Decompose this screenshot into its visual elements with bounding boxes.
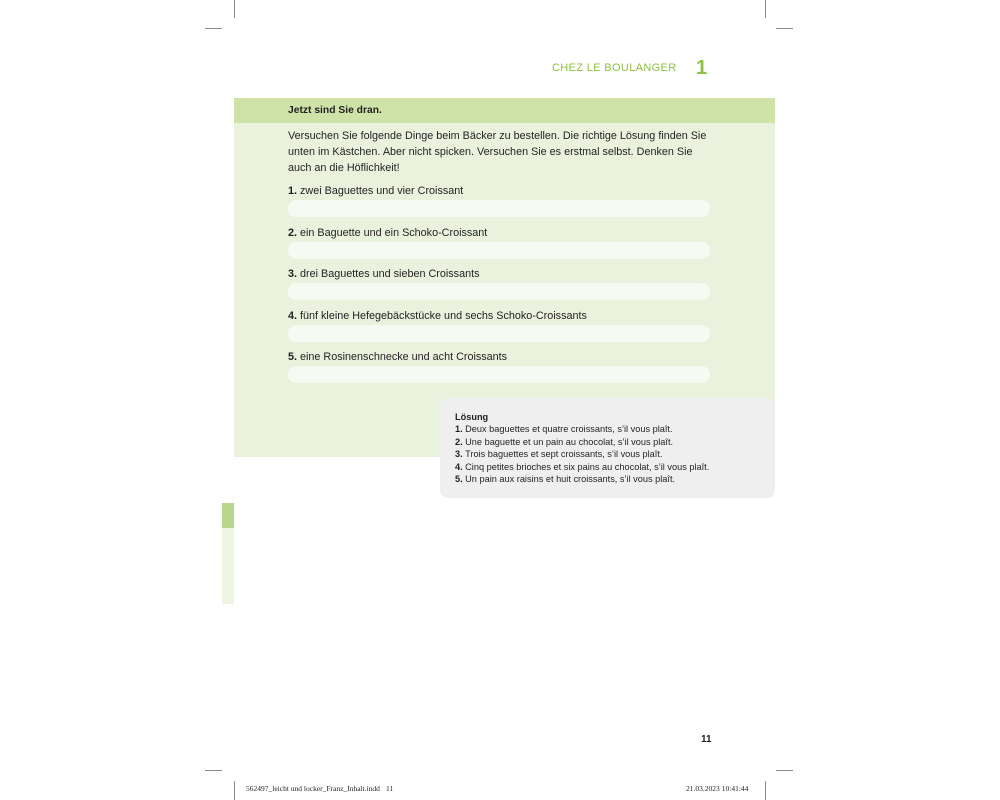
- chapter-tab-marker: [222, 503, 234, 528]
- page-number: 11: [701, 734, 712, 745]
- solution-title: Lösung: [455, 411, 489, 422]
- solution-number: 2.: [455, 436, 463, 447]
- item-text: ein Baguette und ein Schoko-Croissant: [300, 226, 488, 239]
- slug-page: 11: [385, 784, 394, 793]
- crop-mark-bottom-right-horizontal: [776, 770, 793, 771]
- exercise-items: [288, 184, 775, 392]
- answer-field[interactable]: [288, 366, 710, 383]
- answer-field[interactable]: [288, 200, 710, 217]
- solution-text: Deux baguettes et quatre croissants, s’il vous plaît.: [465, 424, 673, 434]
- exercise-item: [288, 309, 775, 351]
- item-prompt: [288, 350, 775, 364]
- item-text: fünf kleine Hefegebäckstücke und sechs Schoko-Croissants: [300, 309, 587, 322]
- crop-mark-top-right-horizontal: [776, 28, 793, 29]
- solution-number: 5.: [455, 474, 463, 484]
- exercise-title: Jetzt sind Sie dran.: [288, 105, 382, 116]
- item-number: 5.: [288, 351, 298, 363]
- slug-time: 10:41:44: [721, 784, 749, 793]
- instruction-line: auch an die Höflichkeit!: [288, 162, 400, 174]
- solution-line: [455, 461, 775, 474]
- solution-line: [455, 436, 775, 449]
- solution-text: Une baguette et un pain au chocolat, s’il vous plaît.: [465, 436, 674, 447]
- item-number: 1.: [288, 185, 298, 197]
- item-text: zwei Baguettes und vier Croissant: [300, 185, 464, 197]
- chapter-title: CHEZ LE BOULANGER: [552, 62, 677, 74]
- slug-timestamp: [686, 784, 748, 794]
- crop-mark-bottom-right-vertical: [765, 781, 766, 800]
- crop-mark-top-right-vertical: [765, 0, 766, 18]
- exercise-item: [288, 226, 775, 268]
- item-prompt: [288, 309, 775, 323]
- solution-line: [455, 423, 775, 436]
- solution-text: Trois baguettes et sept croissants, s’il vous plaît.: [465, 449, 663, 459]
- instruction-line: Versuchen Sie folgende Dinge beim Bäcker zu bestellen. Die richtige Lösung finden Sie: [288, 130, 707, 142]
- exercise-item: [288, 350, 775, 392]
- solution-box: [440, 398, 775, 498]
- item-number: 4.: [288, 309, 298, 322]
- instruction-line: unten im Kästchen. Aber nicht spicken. Versuchen Sie es erstmal selbst. Denken Sie: [288, 146, 693, 158]
- solution-line: [455, 448, 775, 461]
- solution-text: Un pain aux raisins et huit croissants, s’il vous plaît.: [465, 474, 676, 484]
- solution-number: 4.: [455, 461, 463, 472]
- solution-number: 3.: [455, 449, 463, 459]
- item-prompt: [288, 267, 775, 281]
- solution-text: Cinq petites brioches et six pains au chocolat, s’il vous plaît.: [465, 461, 710, 472]
- item-prompt: [288, 184, 775, 198]
- item-number: 3.: [288, 268, 298, 280]
- crop-mark-top-left-vertical: [234, 0, 235, 18]
- crop-mark-bottom-left-vertical: [234, 781, 235, 800]
- exercise-item: [288, 184, 775, 226]
- solution-line: [455, 473, 775, 486]
- item-prompt: [288, 226, 775, 240]
- instructions: [288, 128, 775, 176]
- slug-file-name: 562497_leicht und locker_Franz_Inhalt.indd: [246, 784, 380, 793]
- crop-mark-bottom-left-horizontal: [205, 770, 222, 771]
- chapter-number: 1: [696, 57, 708, 79]
- solution-number: 1.: [455, 424, 463, 434]
- exercise-item: [288, 267, 775, 309]
- answer-field[interactable]: [288, 242, 710, 259]
- slug-file-info: [246, 784, 393, 794]
- item-number: 2.: [288, 226, 298, 239]
- answer-field[interactable]: [288, 283, 710, 300]
- slug-date: 21.03.2023: [686, 784, 720, 793]
- exercise-body: [234, 123, 775, 392]
- item-text: drei Baguettes und sieben Croissants: [300, 268, 480, 280]
- chapter-tab-strip: [222, 528, 234, 604]
- answer-field[interactable]: [288, 325, 710, 342]
- item-text: eine Rosinenschnecke und acht Croissants: [300, 351, 508, 363]
- crop-mark-top-left-horizontal: [205, 28, 222, 29]
- exercise-header: [234, 98, 775, 123]
